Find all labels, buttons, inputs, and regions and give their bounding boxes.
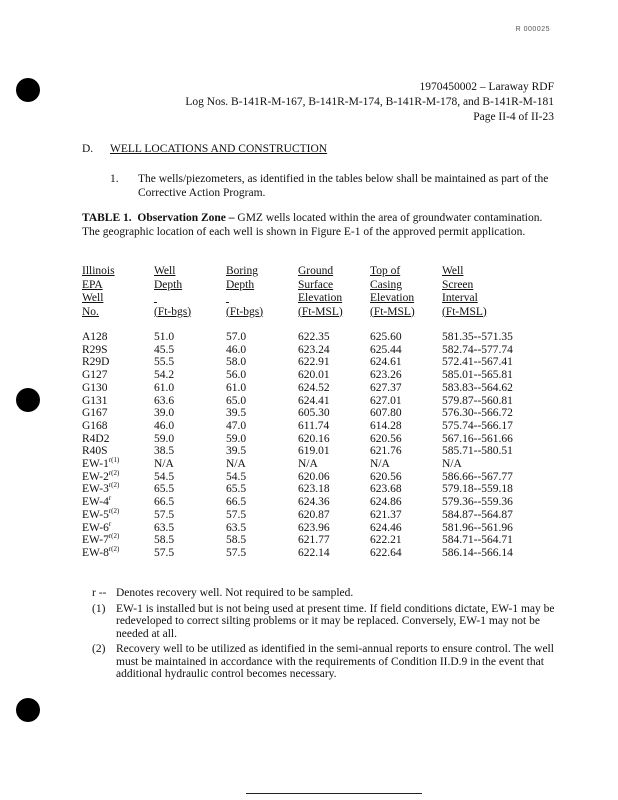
column-header-line: No.	[82, 305, 99, 318]
table-cell-depth: 57.5	[154, 546, 175, 559]
column-header-line: Boring	[226, 265, 258, 277]
table-bold-title: Observation Zone –	[137, 212, 235, 224]
table-cell-depth: 61.0	[154, 381, 175, 394]
column-header-line: Depth	[154, 278, 183, 291]
table-cell-ground: 605.30	[298, 407, 330, 420]
well-footnote-marker: r(2)	[108, 545, 120, 554]
table-cell-well: R29D	[82, 356, 110, 369]
table-row	[82, 547, 542, 560]
page-header	[185, 80, 554, 125]
table-cell-screen: 579.18--559.18	[442, 483, 513, 496]
table-row	[82, 407, 542, 420]
column-header	[298, 265, 370, 321]
table-cell-well: $EW-1^{r(1)}$	[82, 456, 120, 471]
table-cell-screen: 567.16--561.66	[442, 432, 513, 445]
item-text: The wells/piezometers, as identified in the tables below shall be maintained as part of the Corrective Action Program.	[138, 173, 549, 199]
wells-table	[82, 265, 542, 560]
table-cell-screen: N/A	[442, 458, 462, 471]
table-cell-boring: 57.5	[226, 546, 247, 559]
punch-hole-top	[16, 78, 40, 102]
table-cell-well: R4D2	[82, 432, 110, 445]
well-footnote-marker: r(2)	[108, 468, 120, 477]
table-cell-depth: 39.0	[154, 407, 175, 420]
column-header-line: Well	[442, 265, 464, 277]
table-cell-casing: 627.01	[370, 394, 402, 407]
table-cell-boring: 63.5	[226, 521, 247, 534]
column-header-line	[226, 292, 298, 306]
table-row	[82, 433, 542, 446]
table-cell-screen: 582.74--577.74	[442, 343, 513, 356]
footnote	[92, 603, 556, 641]
table-cell-depth: 58.5	[154, 534, 175, 547]
table-caption	[82, 212, 552, 239]
footnote-text: EW-1 is installed but is not being used at present time. If field conditions dictate, EW-1 may be redeveloped to correct silting problems or it may be replaced. Conversely, EW-1 may not be needed at all.	[116, 602, 555, 640]
table-cell-depth: 66.5	[154, 496, 175, 509]
table-cell-screen: 583.83--564.62	[442, 381, 513, 394]
table-cell-boring: 65.5	[226, 483, 247, 496]
table-cell-ground: 621.77	[298, 534, 330, 547]
punch-hole-middle	[16, 388, 40, 412]
table-row	[82, 471, 542, 484]
footnote-marker: (1)	[92, 602, 106, 615]
table-cell-depth: 51.0	[154, 331, 175, 343]
table-row	[82, 344, 542, 357]
table-cell-casing: 625.44	[370, 343, 402, 356]
table-cell-casing: 621.76	[370, 445, 402, 458]
table-cell-well: G130	[82, 381, 108, 394]
bates-stamp: R 000025	[515, 26, 550, 33]
table-cell-well: $EW-5^{r(2)}$	[82, 507, 120, 521]
table-row	[82, 395, 542, 408]
table-row	[82, 534, 542, 547]
table-cell-casing: 624.46	[370, 521, 402, 534]
table-header-row	[82, 265, 542, 321]
item-number: 1.	[110, 173, 119, 185]
table-cell-well: $EW-7^{r(2)}$	[82, 532, 120, 547]
header-permit-line: 1970450002 – Laraway RDF	[419, 81, 554, 93]
table-cell-ground: 624.52	[298, 381, 330, 394]
footnote	[92, 643, 556, 681]
column-header-line: Well	[154, 265, 176, 277]
table-cell-casing: 623.26	[370, 369, 402, 382]
table-row	[82, 483, 542, 496]
table-cell-well: G168	[82, 419, 108, 432]
well-footnote-marker: r	[108, 519, 112, 528]
table-row	[82, 356, 542, 369]
footnote-marker: (2)	[92, 643, 106, 655]
table-cell-boring: 54.5	[226, 470, 247, 483]
column-header-line: (Ft-bgs)	[226, 305, 264, 318]
well-footnote-marker: r(2)	[108, 481, 120, 490]
header-log-line: Log Nos. B-141R-M-167, B-141R-M-174, B-141R-M-178, and B-141R-M-181	[185, 96, 554, 108]
table-cell-screen: 575.74--566.17	[442, 419, 513, 432]
well-footnote-marker: r	[108, 494, 112, 503]
table-row	[82, 420, 542, 433]
table-cell-casing: 627.37	[370, 381, 402, 394]
table-cell-boring: 39.5	[226, 445, 247, 458]
table-row	[82, 509, 542, 522]
table-cell-depth: 45.5	[154, 343, 175, 356]
table-cell-casing: 622.64	[370, 546, 402, 559]
column-header	[154, 265, 226, 321]
table-label: TABLE 1.	[82, 212, 132, 224]
table-cell-screen: 581.96--561.96	[442, 521, 513, 534]
table-cell-well: G167	[82, 407, 108, 420]
table-cell-depth: 55.5	[154, 356, 175, 369]
column-header-line: Screen	[442, 278, 474, 291]
section-title: WELL LOCATIONS AND CONSTRUCTION	[110, 143, 328, 155]
table-cell-casing: 624.61	[370, 356, 402, 369]
table-cell-boring: 47.0	[226, 419, 247, 432]
table-row	[82, 458, 542, 471]
table-cell-well: R29S	[82, 343, 108, 356]
table-cell-ground: 620.01	[298, 369, 330, 382]
column-header-line: Surface	[298, 278, 334, 291]
column-header-line: Interval	[442, 292, 478, 304]
table-cell-casing: 620.56	[370, 432, 402, 445]
table-cell-screen: 581.35--571.35	[442, 331, 513, 343]
table-cell-boring: N/A	[226, 458, 246, 471]
table-cell-boring: 57.5	[226, 508, 247, 521]
table-cell-screen: 576.30--566.72	[442, 407, 513, 420]
column-header-line: EPA	[82, 278, 103, 291]
table-cell-ground: N/A	[298, 458, 318, 471]
column-header-line: Top of	[370, 265, 401, 277]
well-footnote-marker: r(2)	[108, 507, 120, 516]
table-cell-boring: 56.0	[226, 369, 247, 382]
table-cell-depth: 54.2	[154, 369, 175, 382]
table-cell-ground: 622.14	[298, 546, 330, 559]
column-header	[442, 265, 542, 321]
column-header-line: Casing	[370, 278, 402, 291]
item-1	[110, 172, 560, 200]
table-cell-ground: 620.06	[298, 470, 330, 483]
table-cell-casing: N/A	[370, 458, 390, 471]
table-cell-casing: 624.86	[370, 496, 402, 509]
column-header-line: (Ft-bgs)	[154, 305, 192, 318]
table-cell-ground: 624.41	[298, 394, 330, 407]
column-header	[82, 265, 154, 321]
table-cell-casing: 614.28	[370, 419, 402, 432]
table-cell-depth: 46.0	[154, 419, 175, 432]
table-cell-well: $EW-2^{r(2)}$	[82, 468, 120, 483]
table-cell-well: $EW-8^{r(2)}$	[82, 545, 120, 559]
column-header	[370, 265, 442, 321]
table-row	[82, 382, 542, 395]
column-header-line: Elevation	[298, 292, 343, 304]
column-header-line: Depth	[226, 278, 255, 291]
table-cell-casing: 621.37	[370, 508, 402, 521]
table-cell-screen: 572.41--567.41	[442, 356, 513, 369]
table-cell-well: A128	[82, 331, 108, 343]
table-cell-screen: 585.71--580.51	[442, 445, 513, 458]
table-cell-ground: 611.74	[298, 419, 330, 432]
table-cell-depth: 38.5	[154, 445, 175, 458]
table-cell-well: EW-4$^r$	[82, 494, 112, 509]
table-cell-casing: 623.68	[370, 483, 402, 496]
table-cell-casing: 622.21	[370, 534, 402, 547]
table-cell-screen: 584.71--564.71	[442, 534, 513, 547]
section-heading	[82, 143, 327, 155]
table-cell-boring: 65.0	[226, 394, 247, 407]
well-footnote-marker: r(2)	[108, 532, 120, 541]
table-cell-screen: 579.87--560.81	[442, 394, 513, 407]
column-header-line: Ground	[298, 265, 334, 277]
column-header-line: Elevation	[370, 292, 415, 304]
table-row	[82, 321, 542, 344]
table-cell-boring: 66.5	[226, 496, 247, 509]
table-cell-depth: 54.5	[154, 470, 175, 483]
table-cell-boring: 46.0	[226, 343, 247, 356]
table-cell-well: $EW-3^{r(2)}$	[82, 481, 120, 496]
table-cell-casing: 620.56	[370, 470, 402, 483]
table-cell-ground: 620.87	[298, 508, 330, 521]
table-cell-depth: 63.6	[154, 394, 175, 407]
table-cell-ground: 620.16	[298, 432, 330, 445]
table-cell-ground: 619.01	[298, 445, 330, 458]
table-cell-screen: 585.01--565.81	[442, 369, 513, 382]
table-cell-depth: 57.5	[154, 508, 175, 521]
header-page-line: Page II-4 of II-23	[473, 111, 554, 123]
table-row	[82, 369, 542, 382]
table-cell-screen: 584.87--564.87	[442, 508, 513, 521]
column-header-line	[154, 292, 226, 306]
table-cell-ground: 623.24	[298, 343, 330, 356]
table-cell-well: EW-6$^r$	[82, 519, 112, 534]
table-cell-casing: 625.60	[370, 331, 402, 343]
footnote	[92, 587, 556, 600]
column-header-line: (Ft-MSL)	[442, 305, 487, 318]
table-cell-well: G131	[82, 394, 108, 407]
table-row	[82, 522, 542, 535]
table-cell-depth: 63.5	[154, 521, 175, 534]
punch-hole-bottom	[16, 698, 40, 722]
table-cell-boring: 58.0	[226, 356, 247, 369]
table-cell-depth: 59.0	[154, 432, 175, 445]
table-cell-boring: 61.0	[226, 381, 247, 394]
table-cell-well: G127	[82, 369, 108, 382]
table-cell-boring: 59.0	[226, 432, 247, 445]
column-header-line: (Ft-MSL)	[370, 305, 415, 318]
column-header-line: (Ft-MSL)	[298, 305, 343, 318]
bottom-rule	[246, 793, 422, 794]
column-header-line: Illinois	[82, 265, 115, 277]
table-cell-boring: 39.5	[226, 407, 247, 420]
table-cell-boring: 57.0	[226, 331, 247, 343]
table-cell-well: R40S	[82, 445, 108, 458]
table-cell-depth: 65.5	[154, 483, 175, 496]
table-cell-screen: 586.66--567.77	[442, 470, 513, 483]
table-row	[82, 445, 542, 458]
column-header	[226, 265, 298, 321]
footnotes	[92, 587, 556, 684]
table-cell-screen: 579.36--559.36	[442, 496, 513, 509]
table-cell-depth: N/A	[154, 458, 174, 471]
table-body	[82, 321, 542, 560]
section-letter: D.	[82, 143, 94, 155]
well-footnote-marker: r(1)	[108, 456, 120, 465]
table-cell-screen: 586.14--566.14	[442, 546, 513, 559]
table-cell-casing: 607.80	[370, 407, 402, 420]
column-header-line: Well	[82, 292, 104, 304]
table-cell-boring: 58.5	[226, 534, 247, 547]
table-cell-ground: 622.91	[298, 356, 330, 369]
table-row	[82, 496, 542, 509]
table-cell-ground: 622.35	[298, 331, 330, 343]
table-cell-ground: 623.96	[298, 521, 330, 534]
footnote-marker: r --	[92, 587, 107, 599]
table-cell-ground: 624.36	[298, 496, 330, 509]
table-cell-ground: 623.18	[298, 483, 330, 496]
footnote-text: Recovery well to be utilized as identified in the semi-annual reports to ensure control. The well must be maintained in accordance with the requirements of Condition II.D.9 in the event that additional hydraulic control becomes necessary.	[116, 643, 554, 680]
footnote-text: Denotes recovery well. Not required to be sampled.	[116, 587, 354, 599]
table-caption-text: GMZ wells located within the area of groundwater contamination. The geographic location of each well is shown in Figure E-1 of the approved permit application.	[82, 212, 543, 238]
